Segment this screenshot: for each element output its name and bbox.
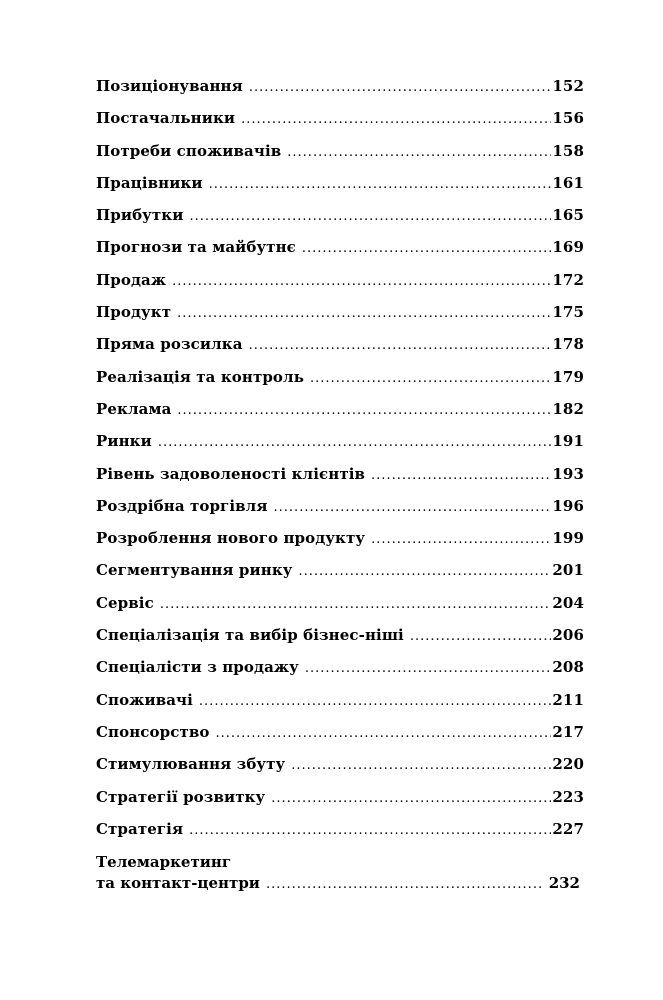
toc-entry-page: 227 <box>552 819 584 838</box>
toc-entry-title: Продукт <box>96 303 172 322</box>
toc-entry-page: 211 <box>552 690 584 709</box>
toc-entry-telemarketing[interactable] <box>96 852 584 895</box>
toc-leader-dots <box>177 304 551 324</box>
toc-entry-title-line1: Телемаркетинг <box>96 853 232 872</box>
toc-entry-page: 191 <box>552 432 584 451</box>
toc-entry-page: 179 <box>552 367 584 386</box>
toc-entry-page: 208 <box>552 658 584 677</box>
toc-entry-title: Сервіс <box>96 593 154 612</box>
toc-leader-dots <box>371 466 551 486</box>
toc-leader-dots <box>302 239 551 259</box>
toc-entry-title: Реалізація та контроль <box>96 367 304 386</box>
toc-entry-title: Пряма розсилка <box>96 335 243 354</box>
toc-entry[interactable] <box>96 431 584 463</box>
toc-leader-dots <box>410 627 552 647</box>
toc-entry-page: 201 <box>552 561 584 580</box>
toc-entry-page: 178 <box>552 335 584 354</box>
toc-leader-dots <box>249 78 552 98</box>
toc-entry[interactable] <box>96 141 584 173</box>
toc-entry-title: Прибутки <box>96 206 184 225</box>
toc-entry-title: Прогнози та майбутнє <box>96 238 296 257</box>
toc-entry-line2 <box>96 873 580 895</box>
toc-entry-title-line2: та контакт-центри <box>96 874 260 893</box>
toc-entry[interactable] <box>96 334 584 366</box>
toc-entry-page: 169 <box>552 238 584 257</box>
toc-leader-dots <box>199 692 551 712</box>
toc-entry-title: Потреби споживачів <box>96 141 282 160</box>
toc-entry[interactable] <box>96 754 584 786</box>
toc-leader-dots <box>291 756 551 776</box>
toc-entry-title: Спеціалісти з продажу <box>96 658 299 677</box>
toc-leader-dots <box>215 724 551 744</box>
toc-entry[interactable] <box>96 625 584 657</box>
toc-leader-dots <box>158 433 552 453</box>
toc-entry[interactable] <box>96 76 584 108</box>
toc-leader-dots <box>298 562 551 582</box>
toc-entry-title: Спонсорство <box>96 722 210 741</box>
toc-leader-dots <box>189 821 551 841</box>
toc-entry-page: 223 <box>552 787 584 806</box>
toc-entry-page: 161 <box>552 173 584 192</box>
toc-entry[interactable] <box>96 399 584 431</box>
toc-entry[interactable] <box>96 302 584 334</box>
toc-entry-page: 156 <box>552 109 584 128</box>
toc-entry-page: 165 <box>552 206 584 225</box>
toc-entry-page: 232 <box>548 874 580 893</box>
toc-entry-title: Розроблення нового продукту <box>96 529 366 548</box>
toc-entry[interactable] <box>96 560 584 592</box>
toc-entry-title: Стратегія <box>96 819 184 838</box>
toc-entry-title: Спеціалізація та вибір бізнес-ніші <box>96 626 404 645</box>
toc-entry-title: Сегментування ринку <box>96 561 293 580</box>
toc-entry[interactable] <box>96 108 584 140</box>
toc-entry-page: 220 <box>552 755 584 774</box>
toc-leader-dots <box>172 272 551 292</box>
toc-leader-dots <box>249 336 552 356</box>
toc-entry-title: Стимулювання збуту <box>96 755 286 774</box>
toc-leader-dots <box>274 498 552 518</box>
toc-entry[interactable] <box>96 367 584 399</box>
toc-leader-dots <box>209 175 552 195</box>
toc-leader-dots <box>266 875 543 895</box>
toc-entry-page: 199 <box>552 529 584 548</box>
toc-entry[interactable] <box>96 690 584 722</box>
toc-leader-dots <box>287 143 551 163</box>
toc-leader-dots <box>189 207 551 227</box>
toc-entry-title: Споживачі <box>96 690 193 709</box>
toc-entry-title: Працівники <box>96 173 203 192</box>
toc-entry[interactable] <box>96 464 584 496</box>
toc-entry[interactable] <box>96 270 584 302</box>
toc-leader-dots <box>241 110 551 130</box>
toc-entry[interactable] <box>96 173 584 205</box>
toc-entry-page: 196 <box>552 496 584 515</box>
toc-leader-dots <box>310 369 551 389</box>
toc-leader-dots <box>271 789 551 809</box>
toc-entry-page: 182 <box>552 399 584 418</box>
toc-entry-page: 206 <box>552 626 584 645</box>
toc-entries <box>96 76 584 851</box>
toc-entry-page: 217 <box>552 722 584 741</box>
toc-entry-page: 175 <box>552 303 584 322</box>
toc-entry[interactable] <box>96 237 584 269</box>
toc-entry[interactable] <box>96 205 584 237</box>
toc-entry-page: 204 <box>552 593 584 612</box>
toc-entry[interactable] <box>96 722 584 754</box>
toc-entry-title: Стратегії розвитку <box>96 787 266 806</box>
toc-leader-dots <box>160 595 552 615</box>
toc-entry-page: 193 <box>552 464 584 483</box>
table-of-contents <box>96 76 584 895</box>
toc-leader-dots <box>177 401 551 421</box>
toc-leader-dots <box>371 530 551 550</box>
toc-entry[interactable] <box>96 819 584 851</box>
toc-entry-title: Реклама <box>96 399 172 418</box>
toc-entry-title: Постачальники <box>96 109 236 128</box>
toc-entry[interactable] <box>96 657 584 689</box>
toc-entry-page: 158 <box>552 141 584 160</box>
toc-entry-title: Ринки <box>96 432 152 451</box>
toc-entry-page: 152 <box>552 77 584 95</box>
toc-entry-title: Рівень задоволеності клієнтів <box>96 464 366 483</box>
toc-entry[interactable] <box>96 528 584 560</box>
toc-entry[interactable] <box>96 496 584 528</box>
toc-entry[interactable] <box>96 593 584 625</box>
toc-entry[interactable] <box>96 787 584 819</box>
toc-entry-page: 172 <box>552 270 584 289</box>
toc-entry-title: Роздрібна торгівля <box>96 496 268 515</box>
toc-entry-title: Позиціонування <box>96 77 243 95</box>
toc-leader-dots <box>305 659 552 679</box>
toc-entry-title: Продаж <box>96 270 167 289</box>
